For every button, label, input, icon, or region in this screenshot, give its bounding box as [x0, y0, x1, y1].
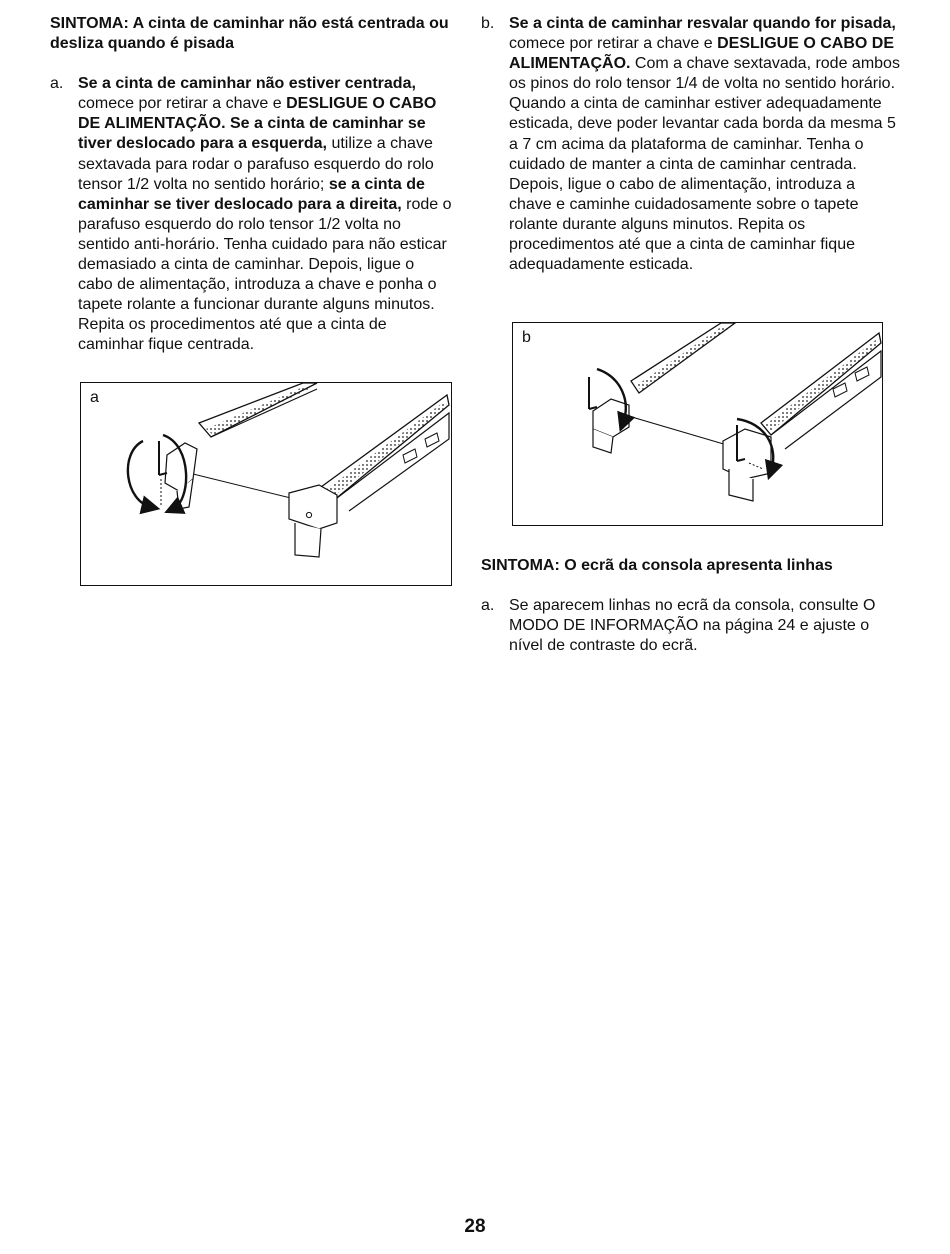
instruction-text: comece por retirar a chave e: [509, 35, 718, 53]
symptom-heading-console: [481, 556, 901, 576]
figure-b: [512, 322, 883, 526]
instruction-item-a: [50, 74, 452, 355]
figure-a: [80, 382, 452, 586]
symptom-text: O ecrã da consola apresenta linhas: [559, 557, 833, 574]
instruction-text: rode o parafuso esquerdo do rolo tensor 1/2 volta no sentido anti-horário. Tenha cuidado para não esticar demasiado a cinta de caminhar. Depois, ligue o cabo de alimentação, introduza a chave e ponha o tapete rolante a funcionar durante alguns minutos. Repita os procedimentos até que a cinta de caminhar fique centrada.: [78, 195, 452, 354]
figure-b-label: b: [522, 329, 531, 346]
instruction-item-a2: [481, 596, 901, 656]
symptom-text: A cinta de caminhar não está centrada ou desliza quando é pisada: [50, 15, 449, 53]
treadmill-illustration-b: [513, 323, 882, 525]
page-number: 28: [464, 1216, 486, 1237]
instruction-text: utilize a chave sextavada para rodar o parafuso esquerdo do rolo tensor 1/2 volta no sentido horário;: [78, 135, 434, 193]
instruction-text: comece por retirar a chave e: [78, 95, 287, 113]
instruction-bold: DESLIGUE O CABO DE ALIMENTAÇÃO. Se a cinta de caminhar se tiver deslocado para a esquerda,: [78, 95, 437, 153]
treadmill-illustration-a: [81, 383, 451, 585]
instruction-bold: Se a cinta de caminhar não estiver centrada,: [78, 75, 416, 93]
instruction-bold: DESLIGUE O CABO DE ALIMENTAÇÃO.: [509, 35, 894, 73]
left-column: [50, 14, 452, 356]
instruction-item-b: [481, 14, 901, 275]
right-column: [481, 14, 901, 275]
symptom-block-console: [481, 556, 901, 656]
item-label: a.: [50, 75, 64, 93]
item-label: a.: [481, 597, 495, 615]
instruction-text: Com a chave sextavada, rode ambos os pinos do rolo tensor 1/4 de volta no sentido horário. Quando a cinta de caminhar estiver adequadamente esticada, deve poder levantar cada borda da mesma 5 a 7 cm acima da plataforma de caminhar. Tenha o cuidado de manter a cinta de caminhar centrada. Depois, ligue o cabo de alimentação, introduza a chave e caminhe cuidadosamente sobre o tapete rolante durante alguns minutos. Repita os procedimentos até que a cinta de caminhar fique adequadamente esticada.: [509, 55, 900, 274]
instruction-text: Se aparecem linhas no ecrã da consola, consulte O MODO DE INFORMAÇÃO na página 24 e ajuste o nível de contraste do ecrã.: [509, 597, 876, 655]
instruction-bold: se a cinta de caminhar se tiver deslocado para a direita,: [78, 175, 425, 213]
instruction-bold: Se a cinta de caminhar resvalar quando for pisada,: [509, 15, 896, 32]
symptom-heading-belt: [50, 14, 452, 54]
symptom-label: SINTOMA:: [481, 557, 560, 574]
symptom-label: SINTOMA:: [50, 15, 129, 32]
figure-a-label: a: [90, 389, 99, 406]
item-label: b.: [481, 15, 495, 32]
